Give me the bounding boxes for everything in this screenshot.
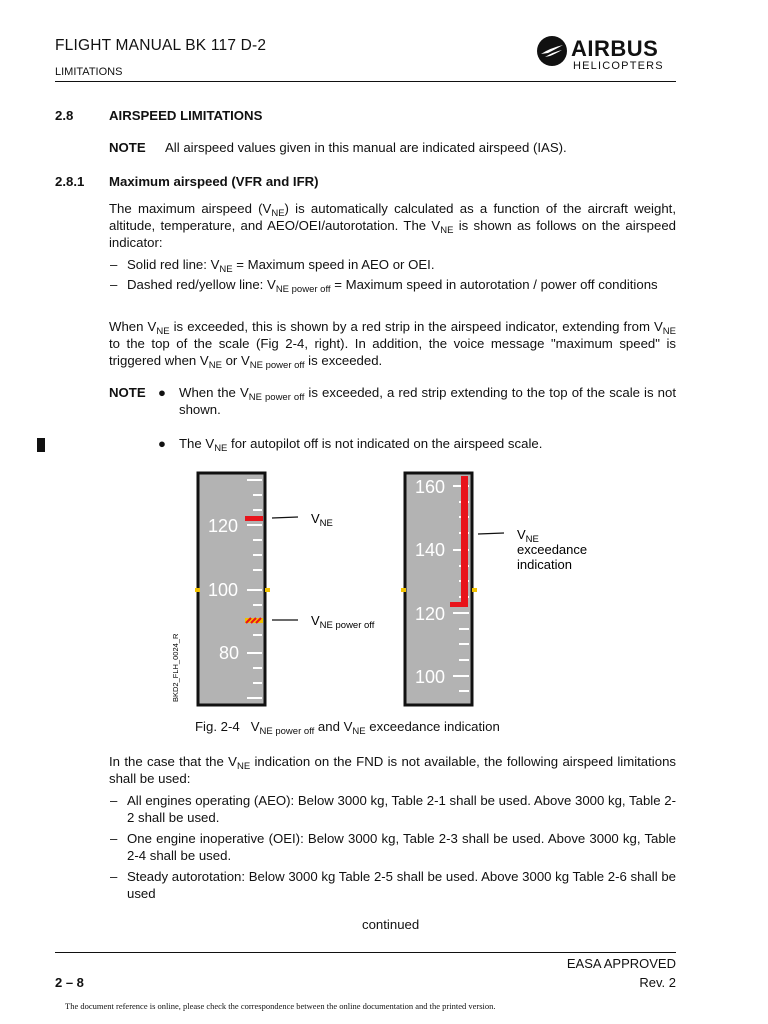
vne-red-marker-right xyxy=(450,602,468,607)
list-item: All engines operating (AEO): Below 3000 kg, Table 2-1 shall be used. Above 3000 kg, Table 2-2 shall be used. xyxy=(127,793,676,825)
change-bar xyxy=(37,438,45,452)
exceedance-red-strip xyxy=(461,476,468,606)
tick-label-160: 160 xyxy=(415,477,446,497)
tick-label-120-right: 120 xyxy=(415,604,446,624)
list-dash: – xyxy=(110,831,118,846)
list-item: Steady autorotation: Below 3000 kg Table 2-5 shall be used. Above 3000 kg Table 2-6 shall be used xyxy=(127,869,676,901)
note-label: NOTE xyxy=(109,385,146,400)
manual-title: FLIGHT MANUAL BK 117 D-2 xyxy=(55,37,267,54)
section-number: 2.8 xyxy=(55,108,74,123)
continued-label: continued xyxy=(362,917,420,932)
vne-power-off-label: $V_{NE power off}$ xyxy=(311,613,375,631)
list-dash: – xyxy=(110,277,118,292)
paragraph-vne-calc: The maximum airspeed $(V_{NE})$ is automatically calculated as a function of the aircraft weight, altitude, temperature, and AEO/OEI/autorotation. The $V_{NE}$ is shown as follows on the airspeed indicator: xyxy=(109,201,676,250)
subsection-number: 2.8.1 xyxy=(55,174,85,189)
paragraph-exceedance: When $V_{NE}$ is exceeded, this is shown by a red strip in the airspeed indicator, extending from $V_{NE}$ to the top of the scale (Fig 2-4, right). In addition, the voice message "maximum speed" is triggered when $V_{NE}$ or $V_{NE power off}$ is exceeded. xyxy=(109,319,676,371)
airspeed-tape-left xyxy=(195,473,270,705)
bullet-icon: ● xyxy=(158,436,166,451)
vne-label: $V_{NE}$ xyxy=(311,511,333,529)
list-dash: – xyxy=(110,869,118,884)
reference-marker xyxy=(472,588,477,592)
section-title: AIRSPEED LIMITATIONS xyxy=(109,108,263,123)
paragraph-fnd: In the case that the $V_{NE}$ indication on the FND is not available, the following airspeed limitations shall be used: xyxy=(109,754,677,786)
list-item: Dashed red/yellow line: $V_{NE power off}$ = Maximum speed in autorotation / power off conditions xyxy=(127,277,658,295)
figure-code: BKD2_FLH_0024_R xyxy=(171,633,180,702)
airspeed-tape-right xyxy=(401,473,477,705)
list-item: One engine inoperative (OEI): Below 3000 kg, Table 2-3 shall be used. Above 3000 kg, Table 2-4 shall be used. xyxy=(127,831,676,863)
page-number: 2 – 8 xyxy=(55,975,84,990)
vne-red-marker xyxy=(245,516,263,521)
logo-wordmark: AIRBUS xyxy=(571,36,659,61)
tick-label-100: 100 xyxy=(208,580,239,600)
reference-marker xyxy=(265,588,270,592)
exceedance-label: exceedance xyxy=(517,542,588,557)
vne-exceedance-label: $V_{NE}$ xyxy=(517,527,539,545)
note-label: NOTE xyxy=(109,140,146,155)
reference-marker xyxy=(195,588,200,592)
reference-marker xyxy=(401,588,406,592)
tick-label-80: 80 xyxy=(219,643,240,663)
indication-label: indication xyxy=(517,557,572,572)
section-label: LIMITATIONS xyxy=(55,66,123,78)
approval-label: EASA APPROVED xyxy=(566,956,676,971)
figure-caption: Fig. 2-4 $V_{NE power off}$ and $V_{NE}$ exceedance indication xyxy=(195,719,500,737)
revision-label: Rev. 2 xyxy=(639,975,676,990)
list-item: Solid red line: $V_{NE}$ = Maximum speed in AEO or OEI. xyxy=(127,257,435,275)
footer-rule xyxy=(55,952,676,953)
tick-label-140: 140 xyxy=(415,540,446,560)
logo-subtitle: HELICOPTERS xyxy=(573,60,664,72)
list-dash: – xyxy=(110,257,118,272)
tick-label-120: 120 xyxy=(208,516,239,536)
subsection-title: Maximum airspeed (VFR and IFR) xyxy=(109,174,319,189)
tick-label-100-right: 100 xyxy=(415,667,446,687)
figure-airspeed-tapes xyxy=(171,470,615,710)
airbus-logo-icon xyxy=(536,35,568,67)
header-rule xyxy=(55,81,676,82)
note-bullet-text: The $V_{NE}$ for autopilot off is not indicated on the airspeed scale. xyxy=(179,436,543,454)
footer-note: The document reference is online, please check the correspondence between the online documentation and the printed version. xyxy=(65,1001,496,1011)
note-text: All airspeed values given in this manual are indicated airspeed (IAS). xyxy=(165,140,567,155)
note-bullet-text: When the $V_{NE power off}$ is exceeded, a red strip extending to the top of the scale is not shown. xyxy=(179,385,676,417)
bullet-icon: ● xyxy=(158,385,166,400)
list-dash: – xyxy=(110,793,118,808)
